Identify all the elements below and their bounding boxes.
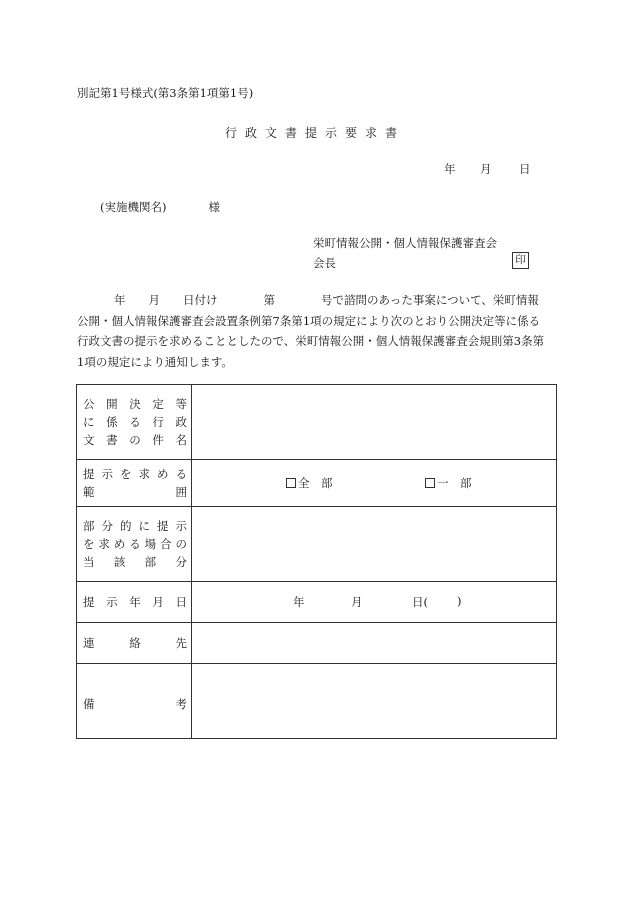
checkbox-all[interactable]: [286, 478, 296, 488]
date-day: 日: [519, 162, 531, 176]
date-year: 年: [444, 162, 456, 176]
seal-mark: 印: [512, 252, 529, 269]
label-scope: [77, 460, 192, 507]
date-year: 年: [293, 595, 305, 609]
label-line: 公開決定等: [83, 397, 187, 411]
date-day: 日(: [412, 595, 428, 609]
scope-partial-option[interactable]: [425, 475, 472, 491]
option-label: 一 部: [437, 476, 472, 490]
issue-date: [444, 161, 531, 177]
option-label: 全 部: [298, 476, 333, 490]
label-line: 備 考: [83, 697, 187, 711]
label-partial-section: [77, 507, 192, 582]
paragraph-line: 年 月 日付け 第 号で諮問のあった事案について、栄町情報: [114, 293, 539, 307]
document-title: 行政文書提示要求書: [224, 126, 405, 140]
label-line: 当該部分: [83, 555, 187, 569]
honorific: 様: [208, 200, 220, 214]
label-line: 範 囲: [83, 485, 187, 499]
remarks-field[interactable]: [192, 664, 557, 739]
label-remarks: [77, 664, 192, 739]
label-contact: [77, 623, 192, 664]
label-line: 文書の件名: [83, 433, 187, 447]
sender-organization: 栄町情報公開・個人情報保護審査会: [313, 236, 497, 250]
label-line: 提示を求める: [83, 467, 187, 481]
paragraph-line: 公開・個人情報保護審査会設置条例第7条第1項の規定により次のとおり公開決定等に係る: [77, 313, 541, 328]
table-row: [77, 582, 557, 623]
table-row: [77, 507, 557, 582]
contact-field[interactable]: [192, 623, 557, 664]
addressee: [100, 199, 220, 215]
label-line: 提示年月日: [83, 595, 187, 609]
scope-options: [192, 460, 557, 507]
table-row: [77, 623, 557, 664]
label-presentation-date: [77, 582, 192, 623]
sender-title: 会長: [313, 256, 336, 270]
request-form-table: [76, 384, 557, 739]
label-line: 連 絡 先: [83, 636, 187, 650]
table-row: [77, 385, 557, 460]
table-row: [77, 460, 557, 507]
presentation-date-field[interactable]: [192, 582, 557, 623]
label-line: 部分的に提示: [83, 519, 187, 533]
table-row: [77, 664, 557, 739]
agency-name-placeholder: (実施機関名): [100, 200, 167, 214]
label-line: を求める場合の: [83, 537, 187, 551]
partial-section-field[interactable]: [192, 507, 557, 582]
scope-all-option[interactable]: [286, 475, 425, 491]
form-number-label: 別記第1号様式(第3条第1項第1号): [77, 86, 254, 100]
label-line: に係る行政: [83, 415, 187, 429]
notice-paragraph: [77, 290, 557, 372]
paragraph-line: 行政文書の提示を求めることとしたので、栄町情報公開・個人情報保護審査会規則第3条第: [77, 334, 545, 348]
date-paren-close: ): [457, 594, 462, 608]
document-name-field[interactable]: [192, 385, 557, 460]
date-month: 月: [351, 595, 363, 609]
checkbox-partial[interactable]: [425, 478, 435, 488]
date-month: 月: [480, 162, 492, 176]
label-document-name: [77, 385, 192, 460]
paragraph-line: 1項の規定により通知します。: [77, 354, 233, 369]
